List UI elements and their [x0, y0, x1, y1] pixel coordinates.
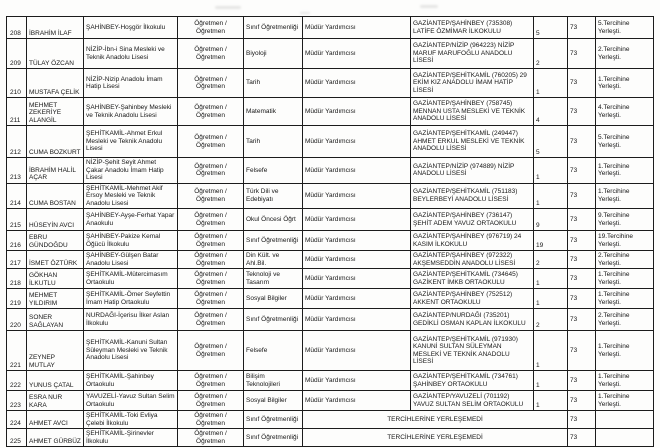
- cell-current-school: NİZİP-İbn-i Sina Mesleki ve Teknik Anadolu Lisesi: [84, 39, 178, 69]
- cell-score: 73: [568, 39, 596, 69]
- table-row: [7, 209, 654, 231]
- cell-branch: Sınıf Öğretmenliği: [244, 429, 303, 447]
- table-row: [7, 98, 654, 126]
- cell-branch: Din Kült. ve Ahl.Bil.: [244, 251, 303, 269]
- scan-smudge: [300, 12, 310, 14]
- cell-score: 73: [568, 126, 596, 158]
- cell-current-school: ŞAHİNBEY-Ayşe-Ferhat Yapar Anaokulu: [84, 209, 178, 231]
- cell-preference-no: 2: [534, 309, 568, 331]
- cell-branch: Tarih: [244, 69, 303, 98]
- cell-name: YUNUS ÇATAL: [27, 371, 84, 391]
- cell-placed-school: GAZİANTEP/NURDAĞI (735201) GEDİKLİ OSMAN KAPLAN İLKOKULU: [411, 309, 534, 331]
- cell-score: 73: [568, 411, 596, 429]
- cell-preference-no: 4: [534, 98, 568, 126]
- cell-branch: Bilişim Teknolojileri: [244, 371, 303, 391]
- cell-current-school: ŞAHİNBEY-Gülşen Batar Anadolu Lisesi: [84, 251, 178, 269]
- cell-row-number: 214: [7, 183, 27, 209]
- cell-preference-no: 2: [534, 251, 568, 269]
- cell-result: 9.Tercihine Yerleşti.: [596, 209, 654, 231]
- cell-placed-school: GAZİANTEP/ŞAHİNBEY (735308) LATİFE ÖZMİMAR İLKOKULU: [411, 17, 534, 39]
- cell-row-number: 209: [7, 39, 27, 69]
- cell-current-school: NİZİP-Nizip Anadolu İmam Hatip Lisesi: [84, 69, 178, 98]
- cell-score: 73: [568, 309, 596, 331]
- cell-placed-school: GAZİANTEP/ŞAHİNBEY (736147) ŞEHİT ADEM YAVUZ ORTAOKULU: [411, 209, 534, 231]
- cell-result: 1.Tercihine Yerleşti.: [596, 391, 654, 411]
- cell-current-school: ŞEHİTKAMİL-Kanuni Sultan Süleyman Mesleki ve Teknik Anadolu Lisesi: [84, 331, 178, 371]
- cell-name: CUMA BOSTAN: [27, 183, 84, 209]
- cell-preference-no: 5: [534, 17, 568, 39]
- cell-result: [596, 411, 654, 429]
- cell-placed-school: GAZİANTEP/NİZİP (964223) NİZİP MARUF MARUFOĞLU ANADOLU LİSESİ: [411, 39, 534, 69]
- cell-position: Öğretmen / Öğretmen: [178, 391, 244, 411]
- cell-position: Öğretmen / Öğretmen: [178, 289, 244, 309]
- table-row: [7, 158, 654, 184]
- cell-applied-role: Müdür Yardımcısı: [303, 309, 411, 331]
- cell-row-number: 213: [7, 158, 27, 184]
- cell-score: 73: [568, 429, 596, 447]
- placements-table-body: [7, 17, 654, 447]
- table-row: [7, 17, 654, 39]
- cell-score: 73: [568, 183, 596, 209]
- cell-branch: Matematik: [244, 98, 303, 126]
- cell-placed-school: GAZİANTEP/ŞAHİNBEY (752512) AKKENT ORTAOKULU: [411, 289, 534, 309]
- table-row: [7, 391, 654, 411]
- cell-applied-role: Müdür Yardımcısı: [303, 158, 411, 184]
- cell-preference-no: 9: [534, 209, 568, 231]
- cell-merged-note: TERCİHLERİNE YERLEŞEMEDİ: [303, 429, 568, 447]
- cell-current-school: ŞAHİNBEY-Şahinbey Mesleki ve Teknik Anadolu Lisesi: [84, 98, 178, 126]
- cell-name: TÜLAY ÖZCAN: [27, 39, 84, 69]
- table-row: [7, 309, 654, 331]
- cell-applied-role: Müdür Yardımcısı: [303, 231, 411, 251]
- table-row: [7, 251, 654, 269]
- cell-branch: Sınıf Öğretmenliği: [244, 309, 303, 331]
- cell-name: AHMET AVCI: [27, 411, 84, 429]
- cell-placed-school: GAZİANTEP/ŞAHİNBEY (976719) 24 KASIM İLKOKULU: [411, 231, 534, 251]
- cell-name: EBRU GÜNDOĞDU: [27, 231, 84, 251]
- cell-applied-role: Müdür Yardımcısı: [303, 209, 411, 231]
- cell-row-number: 217: [7, 251, 27, 269]
- cell-row-number: 216: [7, 231, 27, 251]
- cell-current-school: ŞAHİNBEY-Hoşgör İlkokulu: [84, 17, 178, 39]
- table-row: [7, 126, 654, 158]
- cell-row-number: 219: [7, 289, 27, 309]
- placements-table: [6, 16, 654, 447]
- cell-current-school: NİZİP-Şehit Seyit Ahmet Çakar Anadolu İmam Hatip Lisesi: [84, 158, 178, 184]
- cell-name: MEHMET YILDIRIM: [27, 289, 84, 309]
- cell-result: 1.Tercihine Yerleşti.: [596, 331, 654, 371]
- cell-applied-role: Müdür Yardımcısı: [303, 126, 411, 158]
- table-row: [7, 269, 654, 289]
- cell-applied-role: Müdür Yardımcısı: [303, 98, 411, 126]
- cell-row-number: 223: [7, 391, 27, 411]
- cell-branch: Sınıf Öğretmenliği: [244, 411, 303, 429]
- cell-name: GÖKHAN İLKUTLU: [27, 269, 84, 289]
- cell-result: 1.Tercihine Yerleşti.: [596, 69, 654, 98]
- cell-applied-role: Müdür Yardımcısı: [303, 39, 411, 69]
- cell-position: Öğretmen / Öğretmen: [178, 98, 244, 126]
- cell-row-number: 215: [7, 209, 27, 231]
- placements-table-grid: [6, 16, 654, 447]
- cell-branch: Biyoloji: [244, 39, 303, 69]
- cell-name: SONER SAĞLAYAN: [27, 309, 84, 331]
- scan-smudge: [420, 5, 438, 8]
- cell-position: Öğretmen / Öğretmen: [178, 183, 244, 209]
- cell-name: ESRA NUR KARA: [27, 391, 84, 411]
- table-row: [7, 231, 654, 251]
- cell-row-number: 212: [7, 126, 27, 158]
- cell-score: 73: [568, 98, 596, 126]
- cell-branch: Sosyal Bilgiler: [244, 289, 303, 309]
- cell-branch: Okul Öncesi Öğrt: [244, 209, 303, 231]
- cell-score: 73: [568, 158, 596, 184]
- cell-position: Öğretmen / Öğretmen: [178, 429, 244, 447]
- table-row: [7, 69, 654, 98]
- cell-current-school: ŞEHİTKAMİL-Ömer Seyfettin İmam Hatip Ortaokulu: [84, 289, 178, 309]
- cell-branch: Felsefe: [244, 331, 303, 371]
- cell-applied-role: Müdür Yardımcısı: [303, 251, 411, 269]
- cell-placed-school: GAZİANTEP/ŞEHİTKAMİL (760205) 29 EKİM KIZ ANADOLU İMAM HATİP LİSESİ: [411, 69, 534, 98]
- cell-result: 1.Tercihine Yerleşti.: [596, 371, 654, 391]
- cell-score: 73: [568, 269, 596, 289]
- cell-result: 2.Tercihine Yerleşti.: [596, 39, 654, 69]
- cell-row-number: 225: [7, 429, 27, 447]
- table-row: [7, 429, 654, 447]
- cell-current-school: ŞEHİTKAMİL-Şirinevler İlkokulu: [84, 429, 178, 447]
- cell-applied-role: Müdür Yardımcısı: [303, 391, 411, 411]
- cell-score: 73: [568, 371, 596, 391]
- cell-preference-no: 1: [534, 69, 568, 98]
- cell-placed-school: GAZİANTEP/ŞAHİNBEY (972322) AKŞEMSEDDİN ANADOLU LİSESİ: [411, 251, 534, 269]
- cell-position: Öğretmen / Öğretmen: [178, 309, 244, 331]
- cell-applied-role: Müdür Yardımcısı: [303, 17, 411, 39]
- cell-preference-no: 1: [534, 331, 568, 371]
- cell-preference-no: 1: [534, 269, 568, 289]
- cell-result: 19.Tercihine Yerleşti.: [596, 231, 654, 251]
- cell-position: Öğretmen / Öğretmen: [178, 331, 244, 371]
- cell-preference-no: 2: [534, 39, 568, 69]
- table-row: [7, 371, 654, 391]
- cell-branch: Sınıf Öğretmenliği: [244, 17, 303, 39]
- cell-name: AHMET GÜRBÜZ: [27, 429, 84, 447]
- cell-row-number: 224: [7, 411, 27, 429]
- cell-name: MUSTAFA ÇELİK: [27, 69, 84, 98]
- cell-position: Öğretmen / Öğretmen: [178, 251, 244, 269]
- cell-current-school: ŞEHİTKAMİL-Şahinbey Ortaokulu: [84, 371, 178, 391]
- cell-preference-no: 1: [534, 371, 568, 391]
- cell-applied-role: Müdür Yardımcısı: [303, 183, 411, 209]
- cell-preference-no: 1: [534, 391, 568, 411]
- cell-placed-school: GAZİANTEP/ŞEHİTKAMİL (971930) KANUNİ SULTAN SÜLEYMAN MESLEKİ VE TEKNİK ANADOLU LİSESİ: [411, 331, 534, 371]
- cell-branch: Sınıf Öğretmenliği: [244, 231, 303, 251]
- cell-result: 5.Tercihine Yerleşti.: [596, 17, 654, 39]
- cell-position: Öğretmen / Öğretmen: [178, 411, 244, 429]
- scan-smudge: [215, 6, 241, 9]
- cell-name: CUMA BOZKURT: [27, 126, 84, 158]
- cell-position: Öğretmen / Öğretmen: [178, 209, 244, 231]
- cell-name: HÜSEYİN AVCI: [27, 209, 84, 231]
- cell-result: 1.Tercihine Yerleşti.: [596, 269, 654, 289]
- cell-row-number: 208: [7, 17, 27, 39]
- cell-branch: Teknoloji ve Tasarım: [244, 269, 303, 289]
- cell-result: 4.Tercihine Yerleşti.: [596, 98, 654, 126]
- cell-current-school: NURDAĞI-İçerisu İlker Aslan İlkokulu: [84, 309, 178, 331]
- cell-position: Öğretmen / Öğretmen: [178, 69, 244, 98]
- cell-placed-school: GAZİANTEP/YAVUZELİ (701192) YAVUZ SULTAN SELİM ORTAOKULU: [411, 391, 534, 411]
- cell-row-number: 220: [7, 309, 27, 331]
- cell-result: [596, 429, 654, 447]
- table-row: [7, 411, 654, 429]
- cell-preference-no: 5: [534, 126, 568, 158]
- cell-row-number: 211: [7, 98, 27, 126]
- cell-result: 2.Tercihine Yerleşti.: [596, 309, 654, 331]
- cell-placed-school: GAZİANTEP/ŞEHİTKAMİL (249447) AHMET ERKUL MESLEKİ VE TEKNİK ANADOLU LİSESİ: [411, 126, 534, 158]
- cell-result: 1.Tercihine Yerleşti.: [596, 158, 654, 184]
- cell-score: 73: [568, 17, 596, 39]
- cell-applied-role: Müdür Yardımcısı: [303, 69, 411, 98]
- cell-current-school: YAVUZELİ-Yavuz Sultan Selim Ortaokulu: [84, 391, 178, 411]
- cell-name: İSMET ÖZTÜRK: [27, 251, 84, 269]
- cell-result: 1.Tercihine Yerleşti.: [596, 183, 654, 209]
- cell-name: MEHMET ZEKERİYE ALANGİL: [27, 98, 84, 126]
- cell-branch: Türk Dili ve Edebiyatı: [244, 183, 303, 209]
- cell-current-school: ŞEHİTKAMİL-Ahmet Erkul Mesleki ve Teknik Anadolu Lisesi: [84, 126, 178, 158]
- cell-applied-role: Müdür Yardımcısı: [303, 289, 411, 309]
- table-row: [7, 331, 654, 371]
- cell-current-school: ŞEHİTKAMİL-Mehmet Akif Ersoy Mesleki ve Teknik Anadolu Lisesi: [84, 183, 178, 209]
- cell-result: 1.Tercihine Yerleşti.: [596, 289, 654, 309]
- cell-score: 73: [568, 289, 596, 309]
- cell-score: 73: [568, 331, 596, 371]
- cell-current-school: ŞEHİTKAMİL-Mütercimasım Ortaokulu: [84, 269, 178, 289]
- cell-score: 73: [568, 391, 596, 411]
- cell-row-number: 221: [7, 331, 27, 371]
- cell-score: 73: [568, 231, 596, 251]
- cell-placed-school: GAZİANTEP/ŞEHİTKAMİL (734645) GAZİKENT İMKB ORTAOKULU: [411, 269, 534, 289]
- cell-row-number: 218: [7, 269, 27, 289]
- cell-branch: Tarih: [244, 126, 303, 158]
- cell-row-number: 222: [7, 371, 27, 391]
- cell-applied-role: Müdür Yardımcısı: [303, 269, 411, 289]
- cell-position: Öğretmen / Öğretmen: [178, 126, 244, 158]
- table-row: [7, 39, 654, 69]
- table-row: [7, 289, 654, 309]
- cell-score: 73: [568, 251, 596, 269]
- cell-preference-no: 1: [534, 183, 568, 209]
- cell-result: 5.Tercihine Yerleşti.: [596, 126, 654, 158]
- cell-branch: Felsefe: [244, 158, 303, 184]
- cell-position: Öğretmen / Öğretmen: [178, 269, 244, 289]
- cell-name: ZEYNEP MUTLAY: [27, 331, 84, 371]
- cell-score: 73: [568, 69, 596, 98]
- cell-score: 73: [568, 209, 596, 231]
- cell-preference-no: 1: [534, 158, 568, 184]
- cell-current-school: ŞAHİNBEY-Pakize Kemal Öğücü İlkokulu: [84, 231, 178, 251]
- cell-merged-note: TERCİHLERİNE YERLEŞEMEDİ: [303, 411, 568, 429]
- cell-position: Öğretmen / Öğretmen: [178, 158, 244, 184]
- cell-preference-no: 19: [534, 231, 568, 251]
- cell-current-school: ŞEHİTKAMİL-Toki Evliya Çelebi İlkokulu: [84, 411, 178, 429]
- cell-name: İBRAHİM İLAF: [27, 17, 84, 39]
- cell-placed-school: GAZİANTEP/ŞAHİNBEY (758745) MENNAN USTA MESLEKİ VE TEKNİK ANADOLU LİSESİ: [411, 98, 534, 126]
- cell-branch: Sosyal Bilgiler: [244, 391, 303, 411]
- cell-position: Öğretmen / Öğretmen: [178, 371, 244, 391]
- cell-position: Öğretmen / Öğretmen: [178, 17, 244, 39]
- cell-placed-school: GAZİANTEP/ŞEHİTKAMİL (751183) BEYLERBEYİ ANADOLU LİSESİ: [411, 183, 534, 209]
- table-row: [7, 183, 654, 209]
- cell-preference-no: 1: [534, 289, 568, 309]
- cell-position: Öğretmen / Öğretmen: [178, 39, 244, 69]
- cell-row-number: 210: [7, 69, 27, 98]
- cell-placed-school: GAZİANTEP/ŞEHİTKAMİL (734761) ŞAHİNBEY ORTAOKULU: [411, 371, 534, 391]
- cell-name: İBRAHİM HALİL AÇAR: [27, 158, 84, 184]
- cell-position: Öğretmen / Öğretmen: [178, 231, 244, 251]
- cell-applied-role: Müdür Yardımcısı: [303, 371, 411, 391]
- cell-applied-role: Müdür Yardımcısı: [303, 331, 411, 371]
- cell-placed-school: GAZİANTEP/NİZİP (974889) NİZİP ANADOLU LİSESİ: [411, 158, 534, 184]
- cell-result: 2.Tercihine Yerleşti.: [596, 251, 654, 269]
